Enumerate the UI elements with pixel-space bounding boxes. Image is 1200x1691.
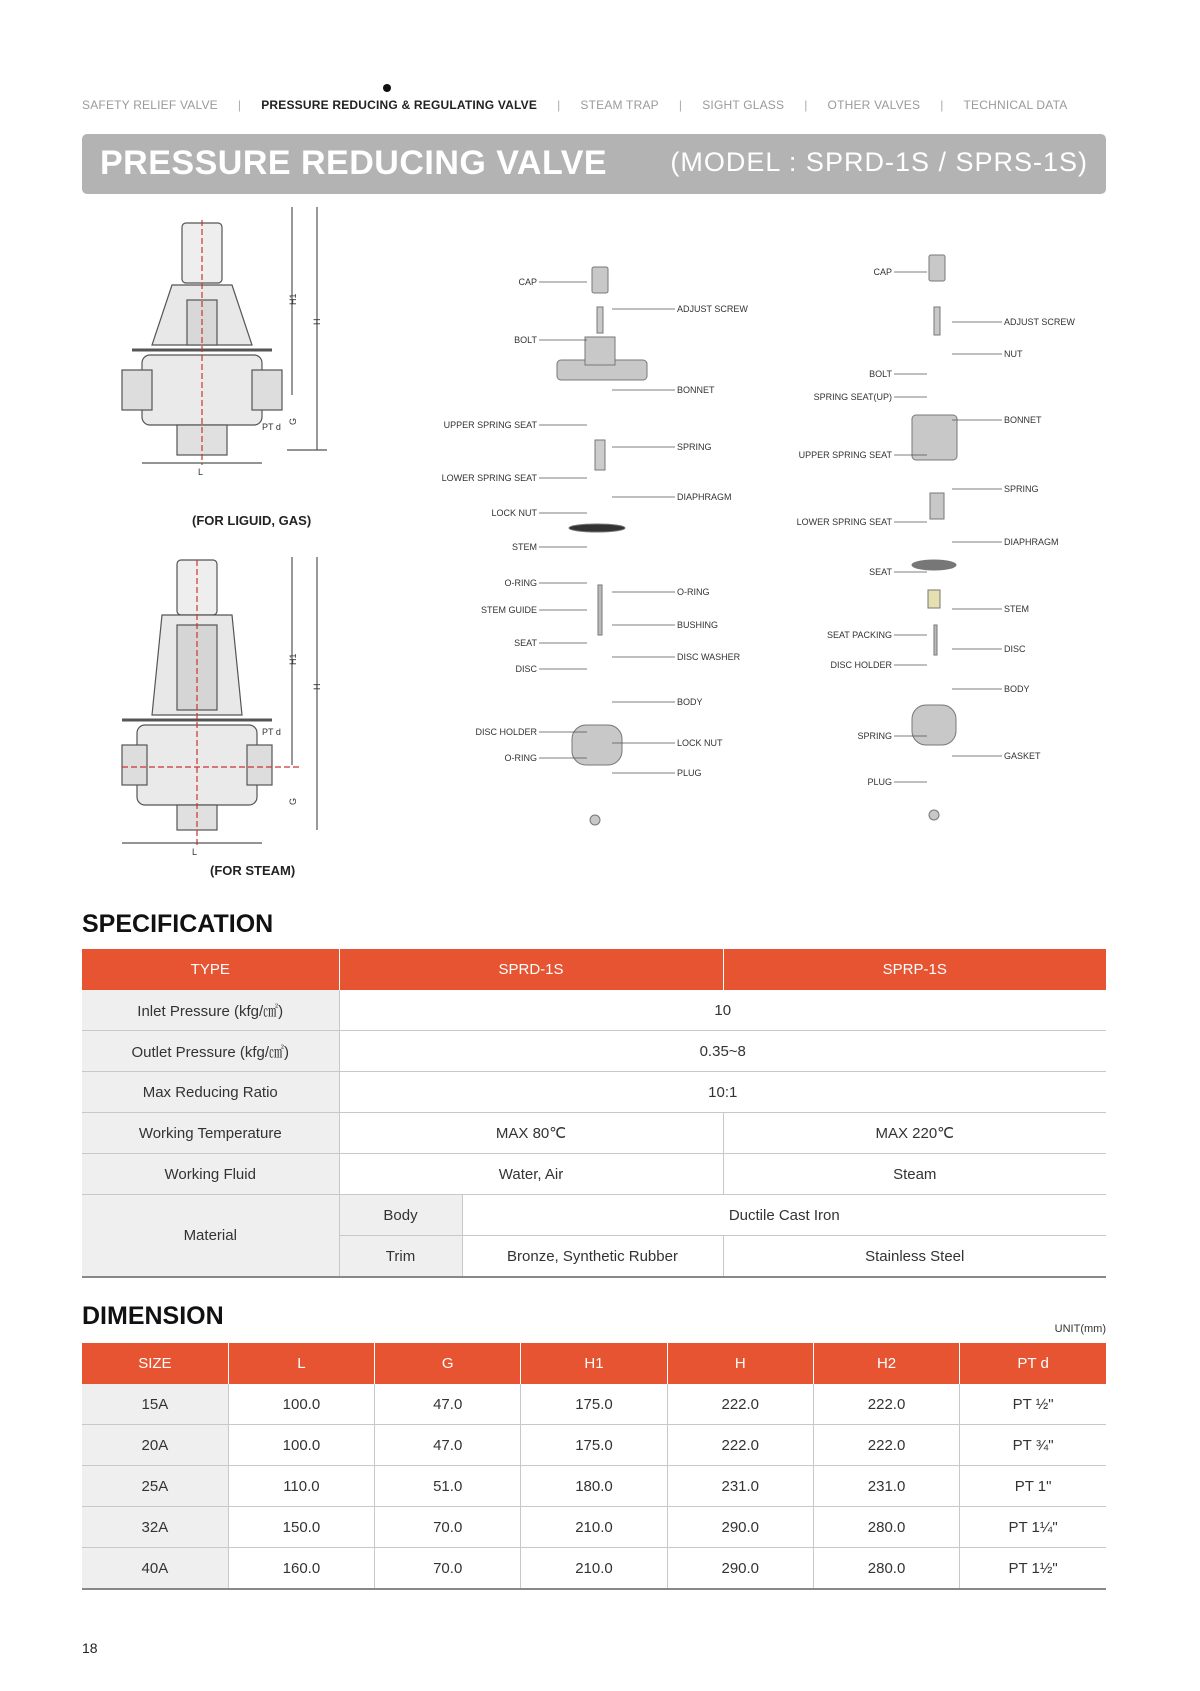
dimension-header-cell: H2 — [813, 1343, 959, 1384]
dimension-cell: PT 1" — [960, 1466, 1106, 1507]
dimension-cell: 290.0 — [667, 1507, 813, 1548]
dimension-cell: 231.0 — [667, 1466, 813, 1507]
part-label: SEAT — [514, 638, 537, 648]
dimension-cell: 290.0 — [667, 1548, 813, 1590]
dimension-header-cell: L — [228, 1343, 374, 1384]
dimension-cell: 100.0 — [228, 1384, 374, 1425]
dimension-cell: 222.0 — [667, 1425, 813, 1466]
active-indicator-dot — [383, 84, 391, 92]
row-label: Outlet Pressure (kfg/㎠) — [82, 1031, 339, 1072]
part-label: SPRING SEAT(UP) — [813, 392, 892, 402]
table-row — [82, 1195, 1106, 1236]
dimension-cell: 51.0 — [375, 1466, 521, 1507]
dimension-cell: 110.0 — [228, 1466, 374, 1507]
part-label: ADJUST SCREW — [677, 304, 748, 314]
nav-item-safety-relief-valve[interactable]: SAFETY RELIEF VALVE — [82, 98, 218, 112]
dimension-cell: 100.0 — [228, 1425, 374, 1466]
dimension-cell: 160.0 — [228, 1548, 374, 1590]
part-label: BODY — [1004, 684, 1030, 694]
dimension-cell: PT 1½" — [960, 1548, 1106, 1590]
part-label: PLUG — [677, 768, 702, 778]
figures-area — [82, 205, 1106, 885]
table-row — [82, 1072, 1106, 1113]
page-title: PRESSURE REDUCING VALVE — [100, 144, 608, 182]
dimension-cell: PT ½" — [960, 1384, 1106, 1425]
category-nav — [82, 98, 1067, 112]
exploded-parts-drawing-sprd — [437, 245, 757, 845]
cell-value: MAX 220℃ — [723, 1113, 1106, 1154]
dimension-cell: 222.0 — [667, 1384, 813, 1425]
part-label: LOCK NUT — [677, 738, 723, 748]
dimension-table — [82, 1343, 1106, 1590]
valve-section-drawing-liquid-gas — [82, 205, 382, 525]
dimension-cell: 210.0 — [521, 1548, 667, 1590]
part-label: SEAT PACKING — [826, 630, 892, 640]
dimension-cell: 70.0 — [375, 1507, 521, 1548]
part-label: CAP — [873, 267, 892, 277]
part-label: BOLT — [869, 369, 892, 379]
nav-separator: | — [237, 98, 242, 112]
dimension-cell: 175.0 — [521, 1425, 667, 1466]
sub-label: Trim — [339, 1236, 462, 1278]
part-label: LOWER SPRING SEAT — [441, 473, 537, 483]
dimension-header-cell: G — [375, 1343, 521, 1384]
cell-value: 10:1 — [339, 1072, 1106, 1113]
part-label: NUT — [1004, 349, 1023, 359]
row-label: Inlet Pressure (kfg/㎠) — [82, 990, 339, 1031]
cell-value: Steam — [723, 1154, 1106, 1195]
nav-item-other-valves[interactable]: OTHER VALVES — [827, 98, 921, 112]
dimension-cell: 150.0 — [228, 1507, 374, 1548]
part-label: LOCK NUT — [491, 508, 537, 518]
dim-label-ptd: PT d — [262, 422, 281, 432]
header-type: TYPE — [82, 949, 339, 990]
dimension-cell: 47.0 — [375, 1384, 521, 1425]
size-cell: 25A — [82, 1466, 228, 1507]
part-label: DIAPHRAGM — [1004, 537, 1059, 547]
part-label: BONNET — [1004, 415, 1042, 425]
part-label: O-RING — [504, 578, 537, 588]
dim-label-g: G — [288, 417, 298, 425]
row-label: Working Fluid — [82, 1154, 339, 1195]
dimension-cell: 280.0 — [813, 1507, 959, 1548]
unit-label: UNIT(mm) — [1054, 1323, 1106, 1335]
dim-label-h: H — [312, 318, 322, 325]
table-row — [82, 1425, 1106, 1466]
part-label: O-RING — [677, 587, 710, 597]
part-label: DISC — [515, 664, 537, 674]
dimension-header-cell: H — [667, 1343, 813, 1384]
specification-heading: SPECIFICATION — [82, 910, 274, 938]
dimension-cell: 70.0 — [375, 1548, 521, 1590]
size-cell: 40A — [82, 1548, 228, 1590]
size-cell: 32A — [82, 1507, 228, 1548]
dimension-cell: 222.0 — [813, 1425, 959, 1466]
table-row — [82, 1507, 1106, 1548]
dim-label-h: H — [312, 683, 322, 690]
caption-steam: (FOR STEAM) — [210, 863, 296, 878]
cell-value: Water, Air — [339, 1154, 723, 1195]
title-banner — [82, 134, 1106, 194]
dimension-heading: DIMENSION — [82, 1302, 224, 1330]
table-header-row — [82, 949, 1106, 990]
dimension-cell: 47.0 — [375, 1425, 521, 1466]
row-label: Max Reducing Ratio — [82, 1072, 339, 1113]
part-label: DISC HOLDER — [830, 660, 892, 670]
header-sprd: SPRD-1S — [339, 949, 723, 990]
part-label: DISC HOLDER — [475, 727, 537, 737]
nav-separator: | — [557, 98, 561, 112]
dimension-cell: 222.0 — [813, 1384, 959, 1425]
part-label: DISC WASHER — [677, 652, 741, 662]
nav-separator: | — [804, 98, 808, 112]
table-header-row — [82, 1343, 1106, 1384]
part-label: PLUG — [867, 777, 892, 787]
table-row — [82, 1466, 1106, 1507]
dimension-cell: 175.0 — [521, 1384, 667, 1425]
part-label: SEAT — [869, 567, 892, 577]
part-label: UPPER SPRING SEAT — [443, 420, 537, 430]
part-label: SPRING — [1004, 484, 1039, 494]
dimension-cell: PT 1¼" — [960, 1507, 1106, 1548]
part-label: SPRING — [857, 731, 892, 741]
nav-item-label: PRESSURE REDUCING & REGULATING VALVE — [261, 98, 538, 112]
table-row — [82, 1384, 1106, 1425]
part-label: CAP — [518, 277, 537, 287]
dimension-cell: PT ¾" — [960, 1425, 1106, 1466]
cell-value: MAX 80℃ — [339, 1113, 723, 1154]
part-label: UPPER SPRING SEAT — [798, 450, 892, 460]
part-label: BONNET — [677, 385, 715, 395]
dimension-cell: 180.0 — [521, 1466, 667, 1507]
dim-label-ptd: PT d — [262, 727, 281, 737]
part-label: DISC — [1004, 644, 1026, 654]
part-label: O-RING — [504, 753, 537, 763]
cell-value: 10 — [339, 990, 1106, 1031]
header-sprp: SPRP-1S — [723, 949, 1106, 990]
size-cell: 20A — [82, 1425, 228, 1466]
part-label: BUSHING — [677, 620, 719, 630]
dimension-header-cell: SIZE — [82, 1343, 228, 1384]
dimension-header-cell: PT d — [960, 1343, 1106, 1384]
exploded-parts-drawing-sprs — [782, 245, 1112, 845]
model-label: (MODEL : SPRD-1S / SPRS-1S) — [670, 147, 1088, 177]
part-label: STEM — [511, 542, 537, 552]
row-label: Material — [82, 1195, 339, 1278]
table-row — [82, 1031, 1106, 1072]
dimension-cell: 280.0 — [813, 1548, 959, 1590]
part-label: STEM — [1004, 604, 1030, 614]
table-row — [82, 990, 1106, 1031]
nav-item-pressure-reducing[interactable] — [261, 98, 537, 112]
nav-separator: | — [678, 98, 683, 112]
dim-label-l: L — [198, 467, 204, 477]
part-label: DIAPHRAGM — [677, 492, 732, 502]
cell-value: 0.35~8 — [339, 1031, 1106, 1072]
part-label: BOLT — [514, 335, 537, 345]
page-number: 18 — [82, 1640, 98, 1656]
cell-value: Stainless Steel — [723, 1236, 1106, 1278]
dimension-header-cell: H1 — [521, 1343, 667, 1384]
nav-item-steam-trap[interactable]: STEAM TRAP — [580, 98, 659, 112]
part-label: BODY — [677, 697, 703, 707]
dim-label-h1: H1 — [288, 293, 298, 305]
dimension-cell: 231.0 — [813, 1466, 959, 1507]
dim-label-g: G — [288, 797, 298, 805]
cell-value: Bronze, Synthetic Rubber — [462, 1236, 723, 1278]
part-label: STEM GUIDE — [480, 605, 537, 615]
valve-section-drawing-steam — [82, 555, 382, 865]
table-row — [82, 1113, 1106, 1154]
table-row — [82, 1548, 1106, 1590]
part-label: ADJUST SCREW — [1004, 317, 1075, 327]
part-label: GASKET — [1004, 751, 1041, 761]
part-label: LOWER SPRING SEAT — [796, 517, 892, 527]
dim-label-h1: H1 — [288, 653, 298, 665]
sub-label: Body — [339, 1195, 462, 1236]
table-row — [82, 1154, 1106, 1195]
nav-item-sight-glass[interactable]: SIGHT GLASS — [702, 98, 785, 112]
nav-item-technical-data[interactable]: TECHNICAL DATA — [963, 98, 1068, 112]
dimension-cell: 210.0 — [521, 1507, 667, 1548]
dim-label-l: L — [192, 847, 198, 857]
size-cell: 15A — [82, 1384, 228, 1425]
row-label: Working Temperature — [82, 1113, 339, 1154]
cell-value: Ductile Cast Iron — [462, 1195, 1106, 1236]
caption-liquid-gas: (FOR LIGUID, GAS) — [192, 513, 312, 528]
nav-separator: | — [940, 98, 944, 112]
part-label: SPRING — [677, 442, 712, 452]
specification-table — [82, 949, 1106, 1278]
